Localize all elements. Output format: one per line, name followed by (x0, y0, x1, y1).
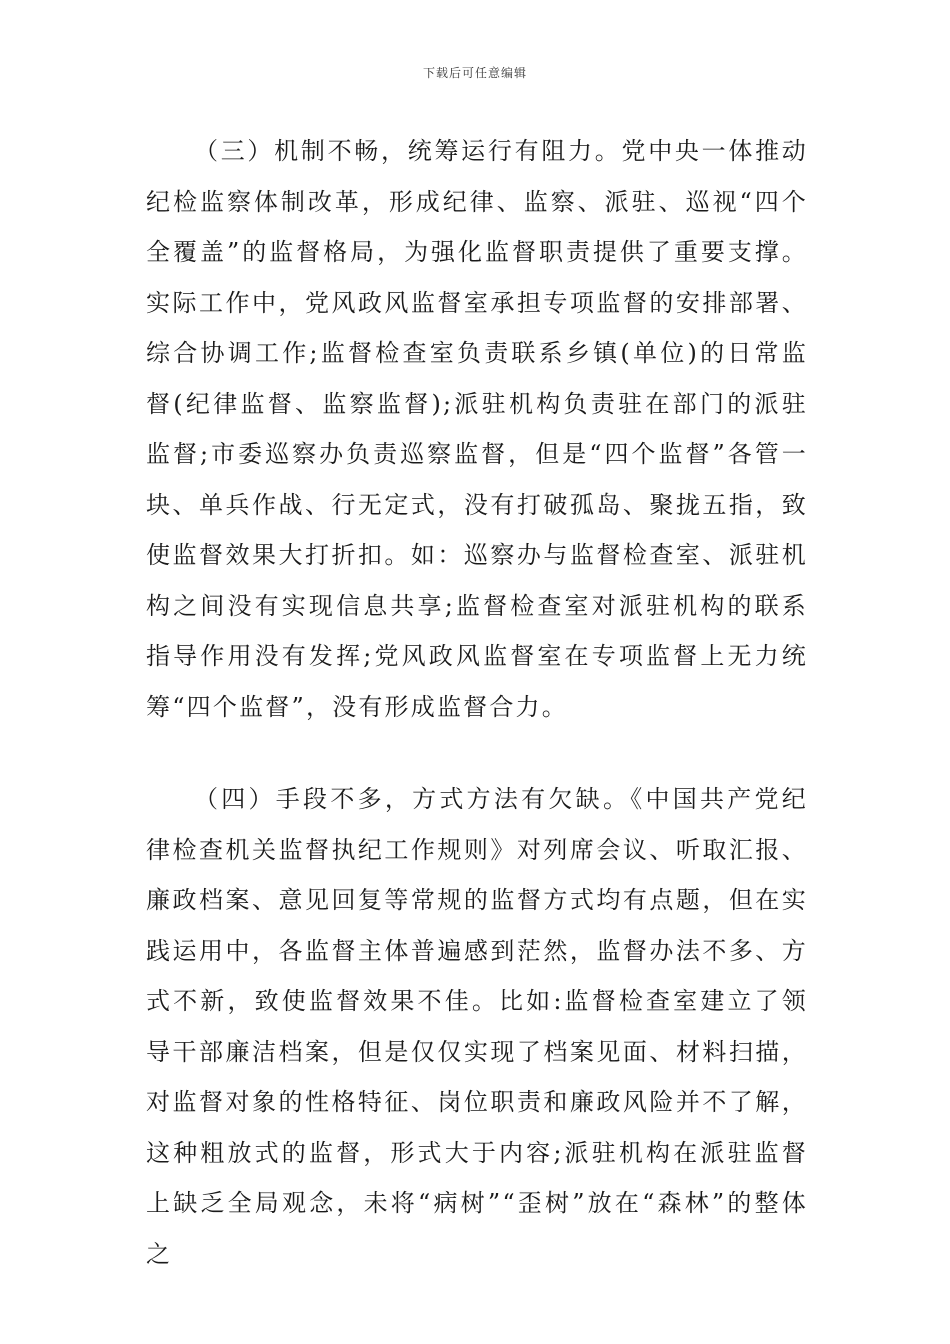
page-header: 下载后可任意编辑 (422, 66, 527, 80)
paragraph-mechanism: （三）机制不畅，统筹运行有阻力。党中央一体推动纪检监察体制改革，形成纪律、监察、派驻、巡视“四个全覆盖”的监督格局，为强化监督职责提供了重要支撑。实际工作中，党风政风监督室承担专项监督的安排部署、综合协调工作;监督检查室负责联系乡镇(单位)的日常监督(纪律监督、监察监督);派驻机构负责驻在部门的派驻监督;市委巡察办负责巡察监督，但是“四个监督”各管一块、单兵作战、行无定式，没有打破孤岛、聚拢五指，致使监督效果大打折扣。如：巡察办与监督检查室、派驻机构之间没有实现信息共享;监督检查室对派驻机构的联系指导作用没有发挥;党风政风监督室在专项监督上无力统筹“四个监督”，没有形成监督合力。 (146, 137, 808, 721)
paragraph-methods: （四）手段不多，方式方法有欠缺。《中国共产党纪律检查机关监督执纪工作规则》对列席会议、听取汇报、廉政档案、意见回复等常规的监督方式均有点题，但在实践运用中，各监督主体普遍感到茫然，监督办法不多、方式不新，致使监督效果不佳。比如:监督检查室建立了领导干部廉洁档案，但是仅仅实现了档案见面、材料扫描，对监督对象的性格特征、岗位职责和廉政风险并不了解，这种粗放式的监督，形式大于内容;派驻机构在派驻监督上缺乏全局观念，未将“病树”“歪树”放在“森林”的整体之 (146, 785, 808, 1268)
